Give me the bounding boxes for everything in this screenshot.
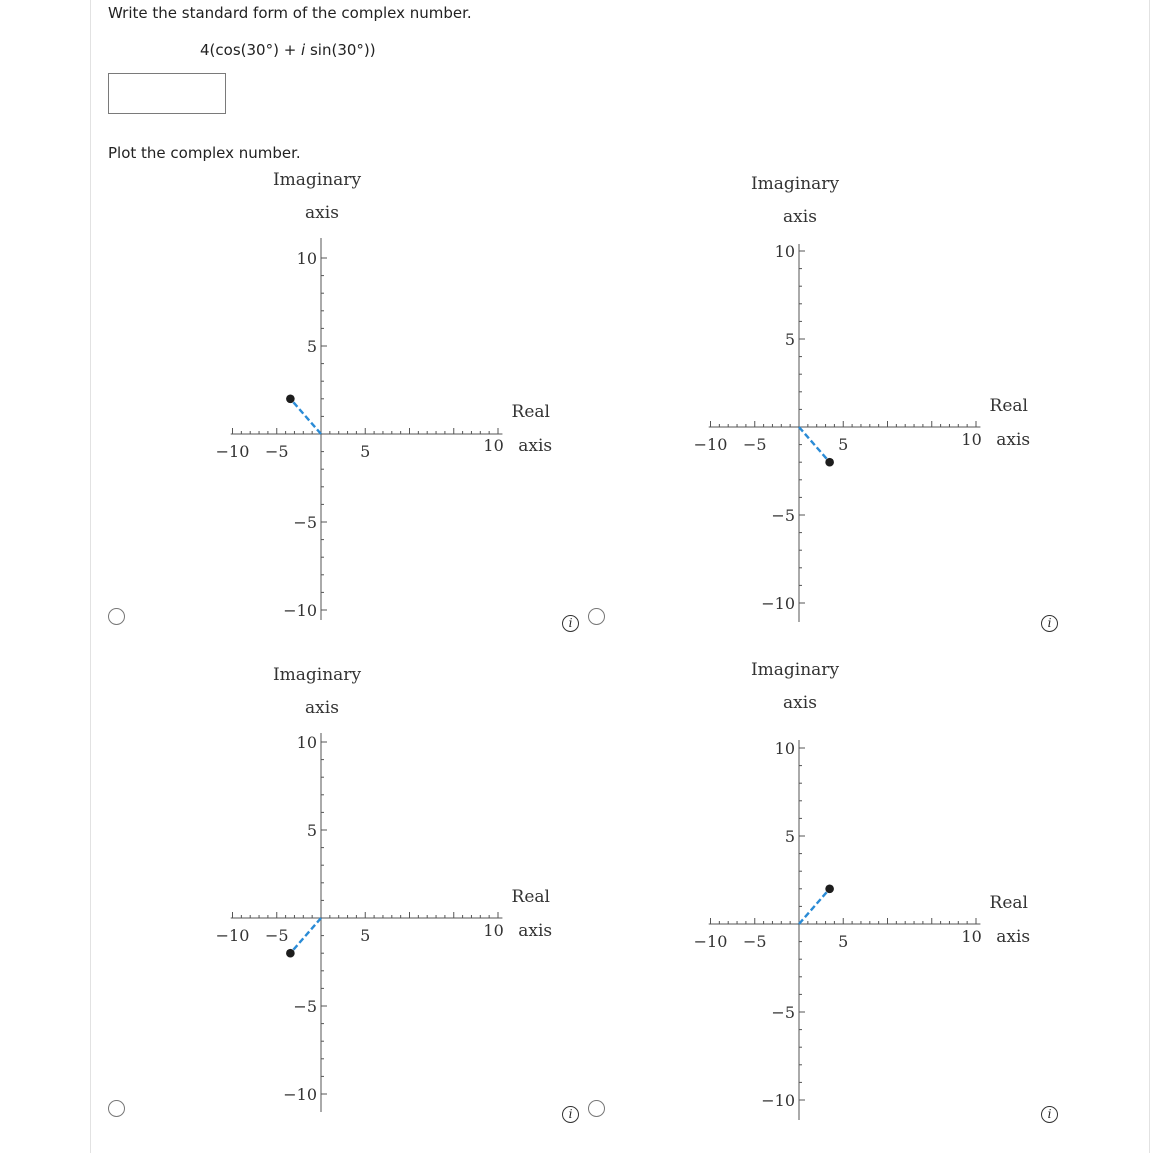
x-tick-label-pos5: 5: [838, 435, 849, 454]
x-axis-title-sub: axis: [518, 921, 553, 941]
y-tick-label-pos5: 5: [784, 330, 795, 349]
x-axis-title-sub: axis: [518, 436, 553, 456]
graph-option-1: [216, 170, 552, 620]
x-tick-label-neg10: −10: [215, 442, 250, 461]
dashed-segment: [799, 427, 830, 462]
x-tick-label-pos10: 10: [483, 921, 504, 940]
y-tick-label-neg10: −10: [761, 1091, 795, 1110]
x-tick-label-pos5: 5: [838, 932, 849, 951]
y-tick-label-pos10: 10: [774, 739, 795, 758]
dashed-segment: [799, 889, 830, 924]
y-axis-title-sub: axis: [783, 207, 817, 227]
graph-option-4: [694, 660, 1030, 1120]
y-axis-title-sub: axis: [783, 693, 817, 713]
expression-suffix: sin(30°)): [305, 41, 376, 59]
option-3-info-icon[interactable]: i: [562, 1106, 579, 1123]
y-axis-title: Imaginary: [272, 170, 362, 190]
complex-point: [825, 458, 834, 467]
y-tick-label-neg10: −10: [283, 601, 317, 620]
y-tick-label-pos5: 5: [306, 337, 317, 356]
expression-prefix: 4(cos(30°) +: [200, 41, 302, 59]
y-tick-label-neg10: −10: [283, 1085, 317, 1104]
x-tick-label-neg5: −5: [264, 926, 289, 945]
x-tick-label-neg5: −5: [264, 442, 289, 461]
y-tick-label-pos10: 10: [296, 249, 317, 268]
complex-point: [286, 395, 295, 404]
x-axis-title-sub: axis: [996, 927, 1031, 947]
option-2-info-icon[interactable]: i: [1041, 615, 1058, 632]
y-axis-title: Imaginary: [272, 665, 362, 685]
x-axis-title: Real: [511, 887, 550, 907]
x-tick-label-pos5: 5: [360, 926, 371, 945]
x-tick-label-pos5: 5: [360, 442, 371, 461]
x-tick-label-pos10: 10: [961, 927, 982, 946]
x-tick-label-pos10: 10: [961, 430, 982, 449]
x-tick-label-neg10: −10: [693, 435, 728, 454]
x-axis-title: Real: [989, 396, 1028, 416]
dashed-segment: [290, 918, 321, 953]
option-4-info-icon[interactable]: i: [1041, 1106, 1058, 1123]
y-axis-title: Imaginary: [750, 660, 840, 680]
y-axis-title: Imaginary: [750, 174, 840, 194]
x-tick-label-neg10: −10: [693, 932, 728, 951]
y-axis-title-sub: axis: [305, 203, 339, 223]
y-tick-label-neg5: −5: [293, 997, 317, 1016]
imaginary-unit: i: [301, 41, 306, 59]
y-tick-label-neg5: −5: [293, 513, 317, 532]
x-tick-label-pos10: 10: [483, 436, 504, 455]
y-tick-label-pos5: 5: [784, 827, 795, 846]
y-tick-label-neg10: −10: [761, 594, 795, 613]
graph-option-3: [216, 665, 552, 1112]
x-tick-label-neg10: −10: [215, 926, 250, 945]
y-tick-label-pos10: 10: [774, 242, 795, 261]
y-tick-label-pos10: 10: [296, 733, 317, 752]
option-1-info-icon[interactable]: i: [562, 615, 579, 632]
y-axis-title-sub: axis: [305, 698, 339, 718]
x-axis-title: Real: [511, 402, 550, 422]
complex-point: [286, 949, 295, 958]
y-tick-label-neg5: −5: [771, 506, 795, 525]
question-prompt: Write the standard form of the complex number.: [108, 4, 472, 22]
x-tick-label-neg5: −5: [742, 435, 767, 454]
graph-option-2: [694, 174, 1030, 622]
dashed-segment: [290, 399, 321, 434]
complex-point: [825, 885, 834, 894]
y-tick-label-pos5: 5: [306, 821, 317, 840]
x-axis-title-sub: axis: [996, 430, 1031, 450]
y-tick-label-neg5: −5: [771, 1003, 795, 1022]
x-axis-title: Real: [989, 893, 1028, 913]
x-tick-label-neg5: −5: [742, 932, 767, 951]
plot-prompt: Plot the complex number.: [108, 144, 301, 162]
